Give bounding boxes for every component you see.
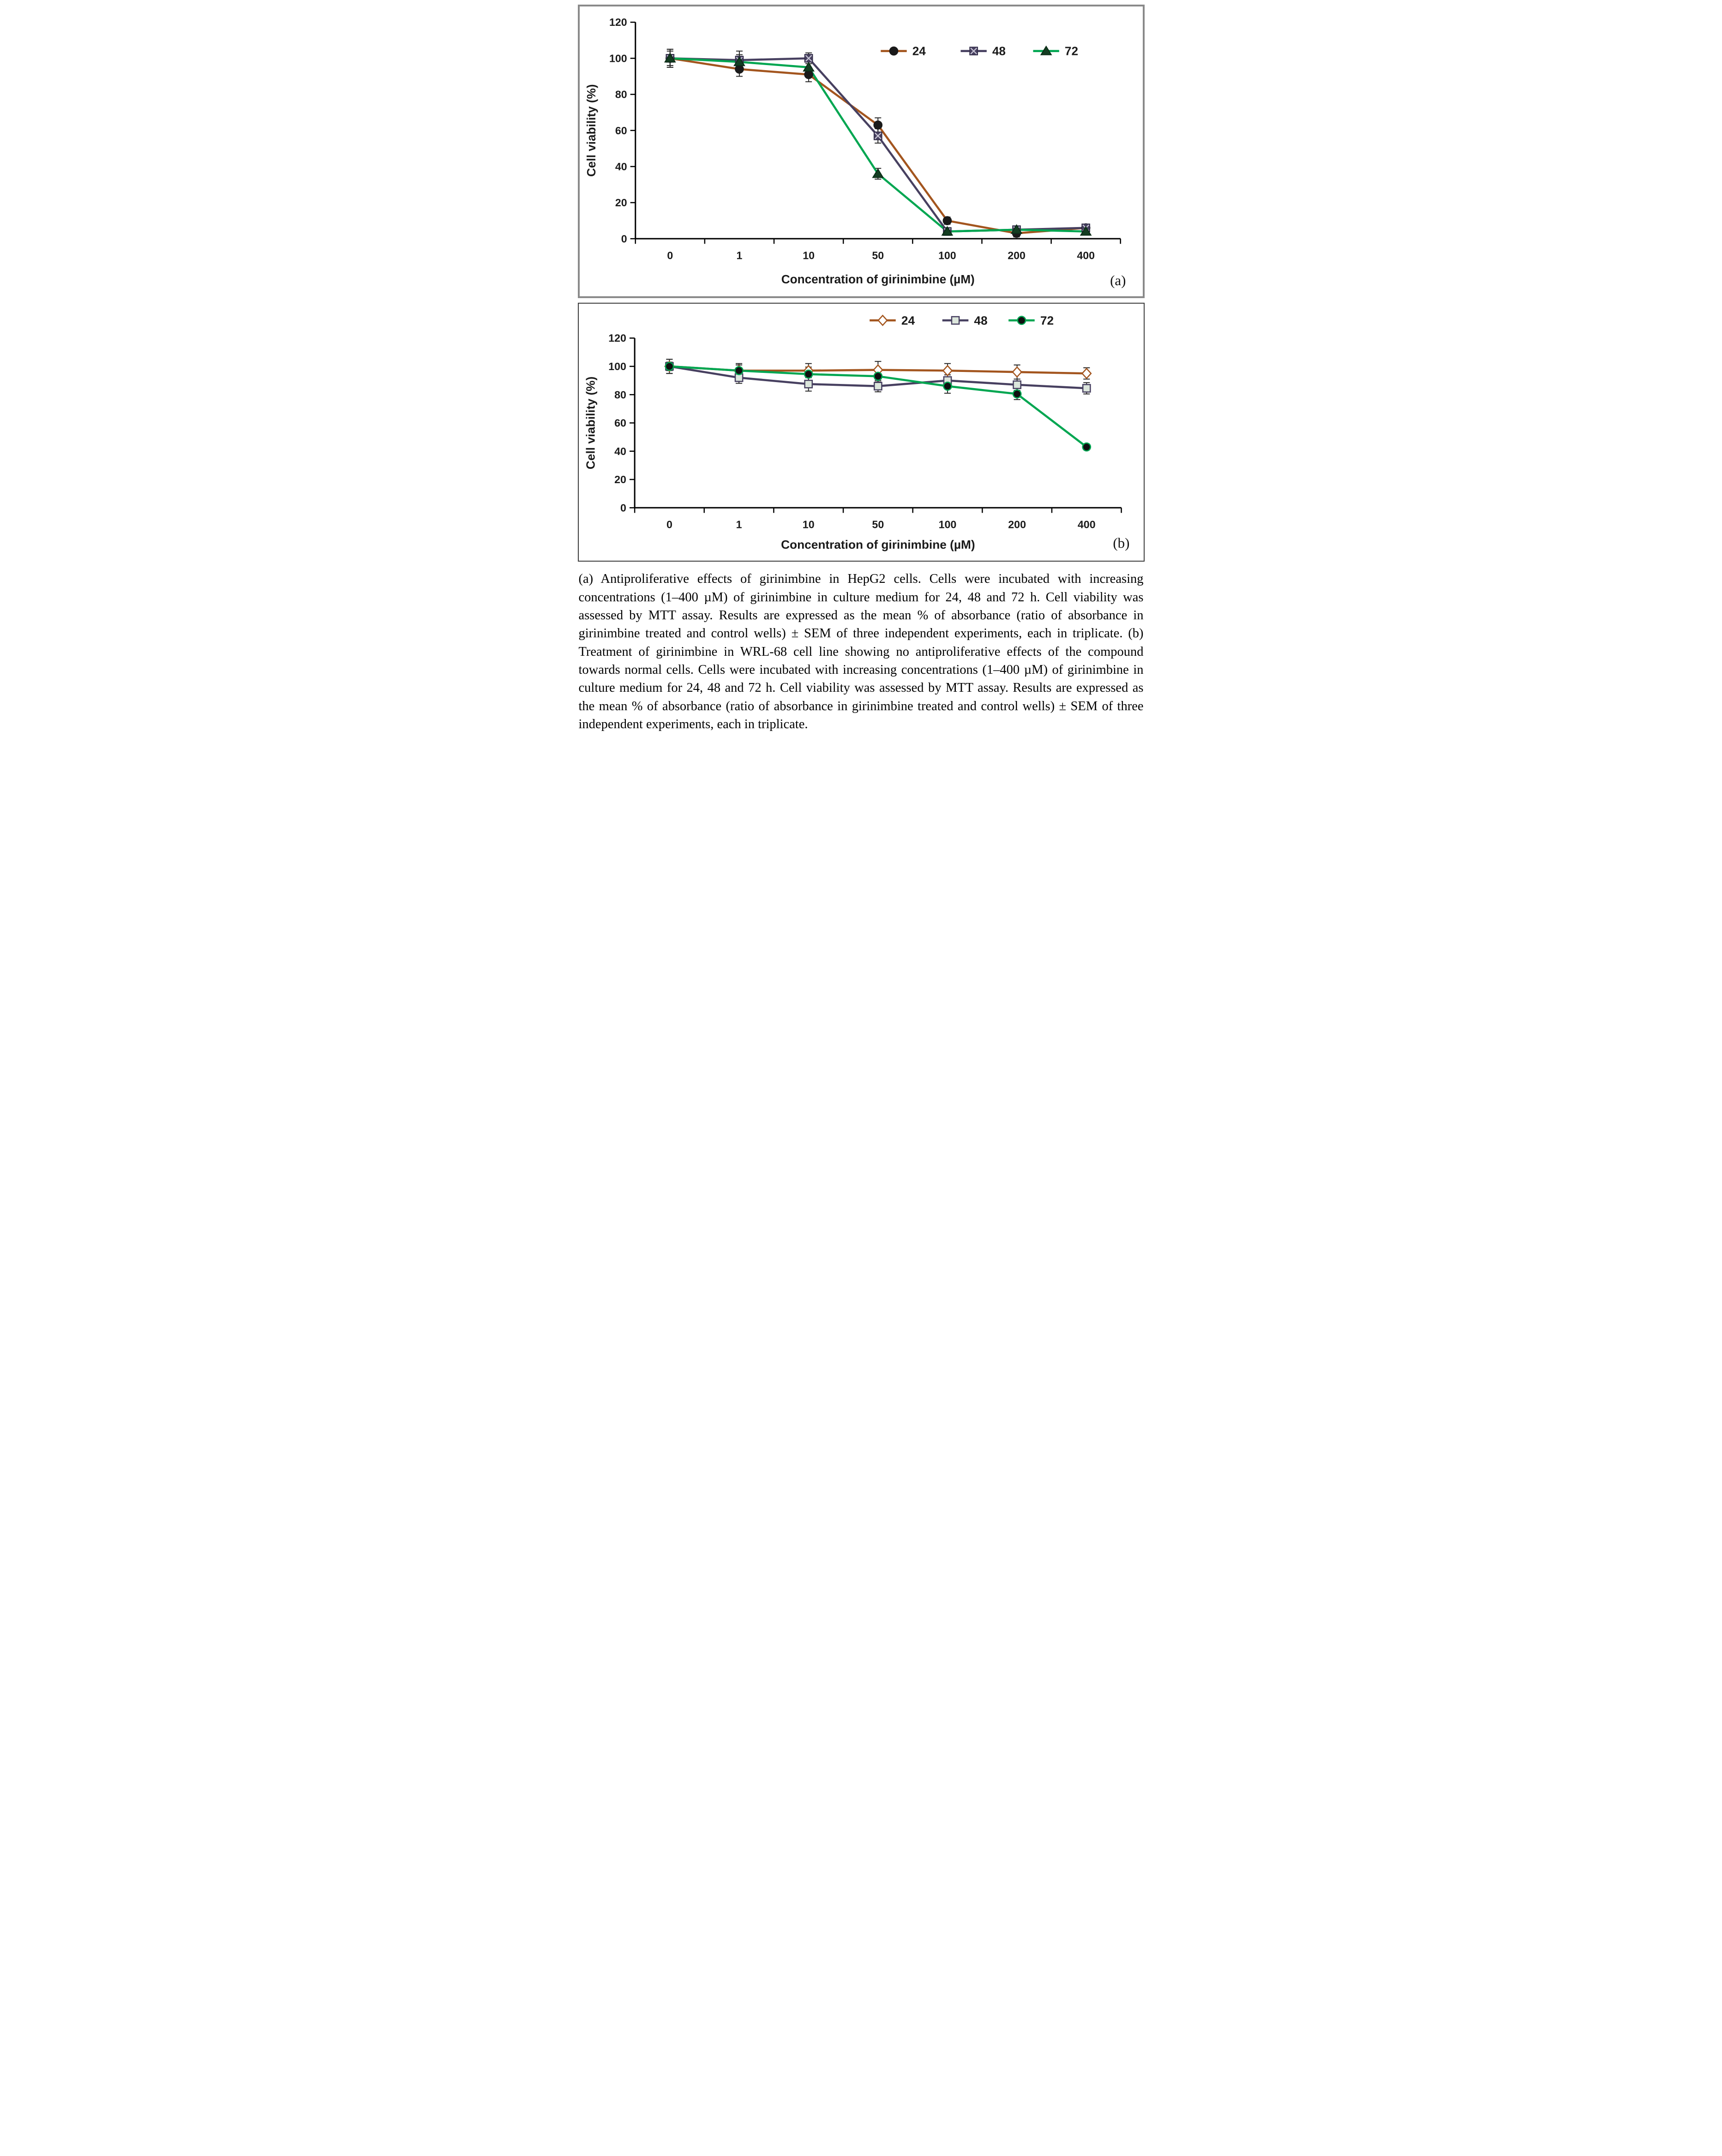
panel-a-letter: (a)	[1110, 272, 1126, 289]
x-tick-label: 1	[736, 518, 742, 531]
series-line-24	[670, 58, 1086, 233]
marker-square	[951, 317, 959, 324]
x-tick-label: 10	[802, 249, 815, 262]
marker-diamond	[1082, 369, 1091, 378]
panel-a	[578, 5, 1145, 298]
y-axis-label: Cell viability (%)	[583, 376, 597, 470]
y-tick-label: 40	[614, 445, 626, 457]
series-markers-24	[666, 54, 1090, 237]
marker-diamond	[1013, 367, 1021, 377]
x-tick-label: 50	[871, 518, 884, 531]
marker-circle	[735, 65, 743, 73]
x-tick-label: 1	[736, 249, 742, 262]
legend-item-24	[881, 44, 926, 58]
series-line-48	[670, 58, 1086, 231]
figure	[578, 5, 1145, 733]
x-axis-label: Concentration of girinimbine (µM)	[781, 272, 975, 286]
y-tick-label: 80	[614, 389, 626, 401]
marker-circle	[735, 367, 743, 375]
legend-item-24	[870, 313, 915, 327]
series-markers-48	[666, 54, 1090, 235]
legend-label: 48	[992, 44, 1006, 58]
y-tick-label: 40	[615, 160, 627, 173]
marker-circle	[665, 362, 673, 370]
chart-b	[582, 308, 1140, 560]
panel-b-letter: (b)	[1113, 535, 1130, 551]
marker-circle	[1082, 443, 1090, 451]
x-tick-label: 100	[938, 249, 956, 262]
figure-caption: (a) Antiproliferative effects of girinimbine in HepG2 cells. Cells were incubated with increasing concentrations (1–400 µM) of girinimbine in culture medium for 24, 48 and 72 h. Cell viability was assessed by MTT assay. Results are expressed as the mean % of absorbance (ratio of absorbance in girinimbine treated and control wells) ± SEM of three independent experiments, each in triplicate. (b) Treatment of girinimbine in WRL-68 cell line showing no antiproliferative effects of the compound towards normal cells. Cells were incubated with increasing concentrations (1–400 µM) of girinimbine in culture medium for 24, 48 and 72 h. Cell viability was assessed by MTT assay. Results are expressed as the mean % of absorbance (ratio of absorbance in girinimbine treated and control wells) ± SEM of three independent experiments, each in triplicate.	[578, 572, 1144, 732]
legend-label: 24	[912, 44, 926, 58]
x-tick-label: 10	[802, 518, 815, 531]
x-tick-label: 200	[1008, 518, 1026, 531]
marker-circle	[874, 121, 882, 129]
y-tick-label: 20	[614, 473, 626, 486]
legend-item-72	[1033, 44, 1078, 58]
chart-a	[583, 12, 1139, 294]
legend-label: 24	[901, 313, 915, 328]
x-tick-label: 0	[666, 518, 672, 531]
legend-label: 72	[1040, 313, 1054, 328]
chart-svg-b	[582, 308, 1140, 560]
marker-triangle	[873, 169, 883, 177]
y-tick-label: 20	[615, 197, 627, 209]
marker-circle	[874, 372, 882, 380]
marker-square	[1083, 384, 1090, 392]
marker-circle	[943, 382, 951, 390]
y-tick-label: 80	[615, 88, 627, 101]
marker-square	[1013, 381, 1020, 389]
y-tick-label: 0	[620, 502, 626, 514]
y-tick-label: 60	[614, 417, 626, 429]
chart-svg-a	[583, 12, 1139, 294]
marker-square	[874, 383, 882, 390]
series-line-72	[670, 58, 1086, 231]
marker-diamond	[943, 366, 952, 376]
x-tick-label: 50	[871, 249, 884, 262]
legend-label: 72	[1064, 44, 1078, 58]
legend-item-48	[942, 313, 987, 327]
y-tick-label: 100	[609, 52, 627, 65]
y-tick-label: 60	[615, 124, 627, 137]
marker-diamond	[878, 316, 887, 325]
x-tick-label: 100	[938, 518, 956, 531]
legend-item-72	[1008, 313, 1054, 327]
panel-b	[578, 303, 1145, 562]
marker-circle	[1017, 317, 1025, 324]
x-axis-label: Concentration of girinimbine (µM)	[780, 538, 975, 552]
series-markers-72	[665, 54, 1091, 235]
y-tick-label: 120	[608, 332, 626, 344]
x-tick-label: 200	[1007, 249, 1026, 262]
y-axis-label: Cell viability (%)	[584, 84, 598, 177]
y-tick-label: 100	[608, 360, 626, 373]
marker-circle	[1013, 390, 1021, 398]
marker-circle	[943, 217, 951, 225]
x-tick-label: 400	[1076, 249, 1095, 262]
marker-square	[804, 380, 812, 388]
y-tick-label: 0	[621, 233, 627, 245]
marker-circle	[804, 370, 812, 378]
legend-label: 48	[973, 313, 988, 328]
legend-item-48	[960, 44, 1006, 58]
marker-circle	[804, 71, 812, 78]
x-tick-label: 400	[1077, 518, 1096, 531]
marker-circle	[889, 47, 897, 55]
x-tick-label: 0	[666, 249, 673, 262]
y-tick-label: 120	[609, 16, 627, 29]
